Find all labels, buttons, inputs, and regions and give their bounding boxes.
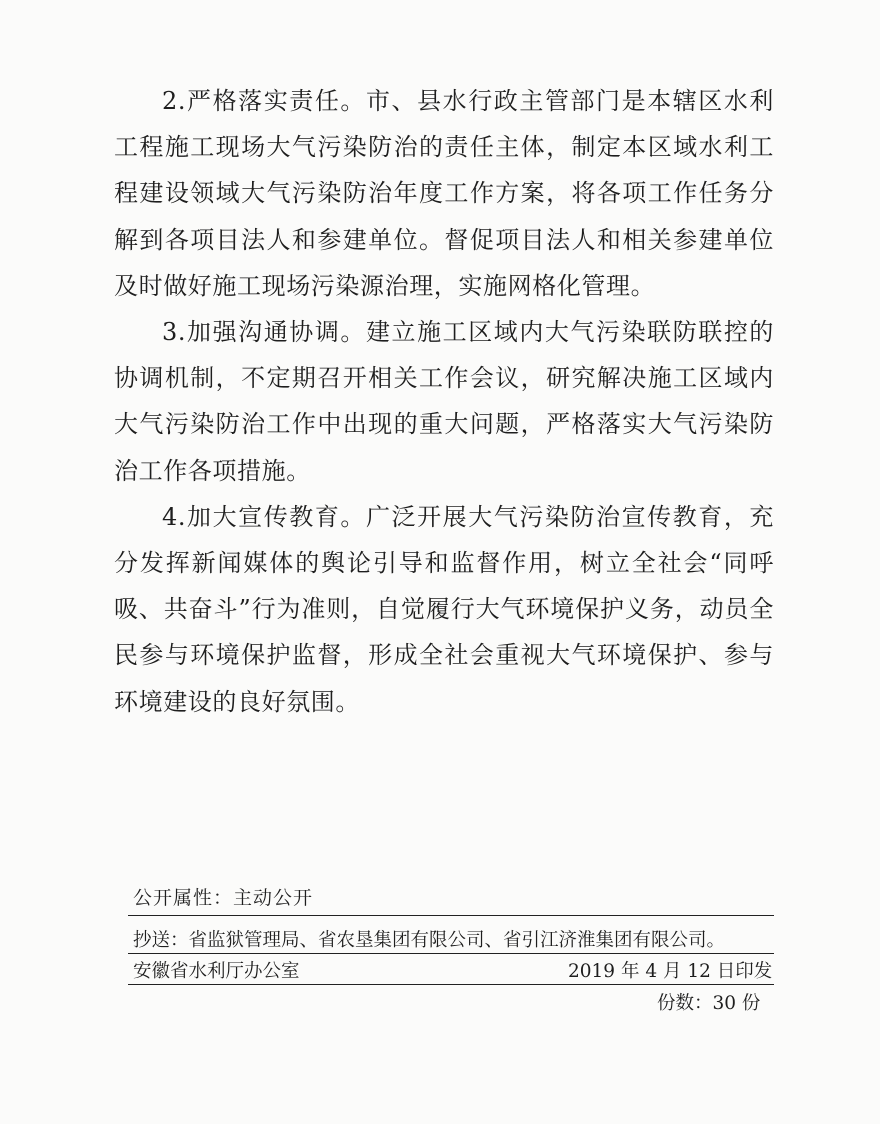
public-attribute: 公开属性：主动公开: [133, 887, 314, 909]
footer-divider-top: [128, 915, 774, 916]
issuing-office: 安徽省水利厅办公室: [133, 961, 300, 982]
paragraph-publicity: 4.加大宣传教育。广泛开展大气污染防治宣传教育，充分发挥新闻媒体的舆论引导和监督作用，树立全社会“同呼吸、共奋斗”行为准则，自觉履行大气环境保护义务，动员全民参与环境保护监督，形成全社会重视大气环境保护、参与环境建设的良好氛围。: [114, 502, 774, 716]
print-date: 2019 年 4 月 12 日印发: [568, 961, 773, 982]
paragraph-responsibility: 2.严格落实责任。市、县水行政主管部门是本辖区水利工程施工现场大气污染防治的责任主体，制定本区域水利工程建设领域大气污染防治年度工作方案，将各项工作任务分解到各项目法人和参建单位。督促项目法人和相关参建单位及时做好施工现场污染源治理，实施网格化管理。: [114, 87, 774, 300]
copy-count: 份数：30 份: [657, 993, 761, 1014]
cc-recipients: 抄送：省监狱管理局、省农垦集团有限公司、省引江济淮集团有限公司。: [133, 930, 726, 951]
footer-divider-bottom: [128, 984, 774, 985]
body-text: [114, 78, 774, 725]
paragraph-coordination: 3.加强沟通协调。建立施工区域内大气污染联防联控的协调机制，不定期召开相关工作会议，研究解决施工区域内大气污染防治工作中出现的重大问题，严格落实大气污染防治工作各项措施。: [114, 318, 774, 485]
footer-divider-middle: [128, 953, 774, 954]
